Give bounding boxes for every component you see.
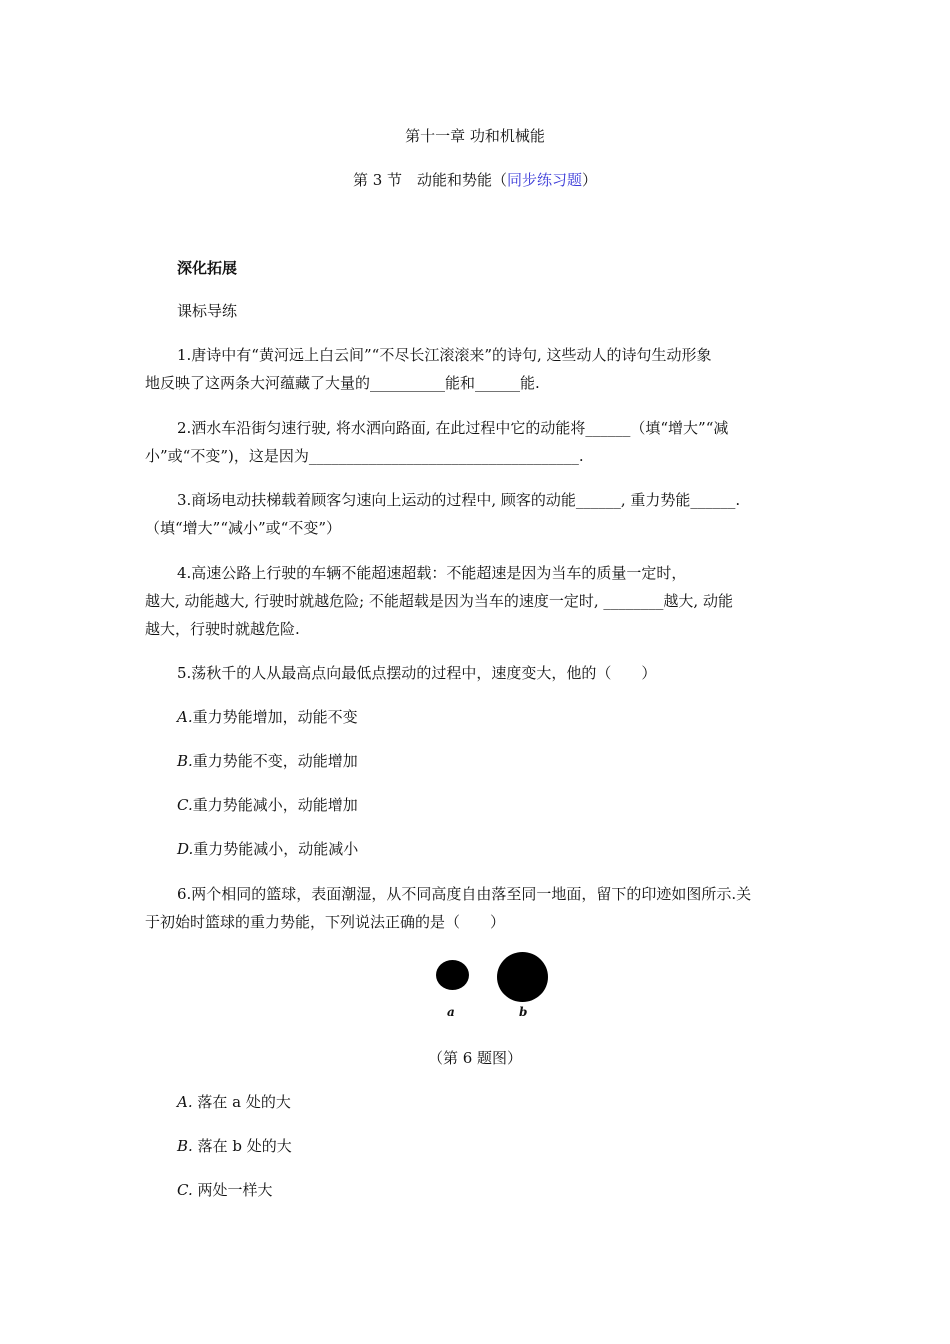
option-text: 重力势能不变，动能增加 — [192, 752, 358, 770]
option-letter: C. — [177, 1181, 193, 1199]
q4-line2: 越大, 动能越大, 行驶时就越危险; 不能超载是因为当车的速度一定时, ________越大, 动能 — [145, 592, 733, 610]
section-title — [0, 170, 950, 190]
q6-option-b[interactable] — [177, 1136, 292, 1156]
figure-label-a: a — [447, 1005, 455, 1019]
option-letter: B. — [177, 752, 193, 770]
q6-option-c[interactable] — [177, 1180, 273, 1200]
q2-line2: 小”或“不变”)，这是因为____________________________________. — [145, 447, 584, 465]
q2-line1: 2.洒水车沿街匀速行驶, 将水洒向路面, 在此过程中它的动能将______（填“增大”“减 — [177, 419, 729, 437]
section-suffix: ） — [582, 171, 598, 189]
figure-label-b: b — [519, 1005, 528, 1019]
ball-mark-a — [436, 960, 469, 990]
option-text: 落在 a 处的大 — [192, 1093, 291, 1111]
q5-option-b[interactable] — [177, 751, 358, 771]
ball-mark-b — [497, 952, 548, 1002]
section-prefix: 第 3 节 动能和势能（ — [352, 171, 508, 189]
option-text: 两处一样大 — [192, 1181, 273, 1199]
option-text: 重力势能增加，动能不变 — [192, 708, 358, 726]
chapter-title: 第十一章 功和机械能 — [405, 127, 545, 145]
section-link[interactable]: 同步练习题 — [507, 171, 583, 189]
q4-line1: 4.高速公路上行驶的车辆不能超速超载：不能超速是因为当车的质量一定时， — [177, 564, 687, 582]
option-letter: D. — [177, 840, 194, 858]
q3-line2: （填“增大”“减小”或“不变”） — [145, 519, 342, 537]
option-text: 落在 b 处的大 — [192, 1137, 292, 1155]
option-letter: B. — [177, 1137, 193, 1155]
part-heading: 深化拓展 — [177, 259, 238, 277]
q4-line3: 越大，行驶时就越危险. — [145, 620, 300, 638]
q5-stem: 5.荡秋千的人从最高点向最低点摆动的过程中，速度变大，他的（ ） — [177, 664, 657, 682]
q5-option-d[interactable] — [177, 839, 358, 859]
q1-line2: 地反映了这两条大河蕴藏了大量的__________能和______能. — [145, 374, 540, 392]
q3-line1: 3.商场电动扶梯载着顾客匀速向上运动的过程中, 顾客的动能______, 重力势能______. — [177, 491, 741, 509]
option-text: 重力势能减小，动能增加 — [192, 796, 358, 814]
figure-caption: （第 6 题图） — [427, 1049, 523, 1067]
q6-line1: 6.两个相同的篮球，表面潮湿，从不同高度自由落至同一地面，留下的印迹如图所示.关 — [177, 885, 752, 903]
option-letter: A. — [177, 1093, 193, 1111]
q1-line1: 1.唐诗中有“黄河远上白云间”“不尽长江滚滚来”的诗句, 这些动人的诗句生动形象 — [177, 346, 712, 364]
q6-line2: 于初始时篮球的重力势能，下列说法正确的是（ ） — [145, 913, 506, 931]
option-letter: A. — [177, 708, 193, 726]
q6-option-a[interactable] — [177, 1092, 291, 1112]
q5-option-c[interactable] — [177, 795, 358, 815]
option-letter: C. — [177, 796, 193, 814]
q5-option-a[interactable] — [177, 707, 358, 727]
option-text: 重力势能减小，动能减小 — [193, 840, 359, 858]
sub-heading: 课标导练 — [177, 302, 238, 320]
